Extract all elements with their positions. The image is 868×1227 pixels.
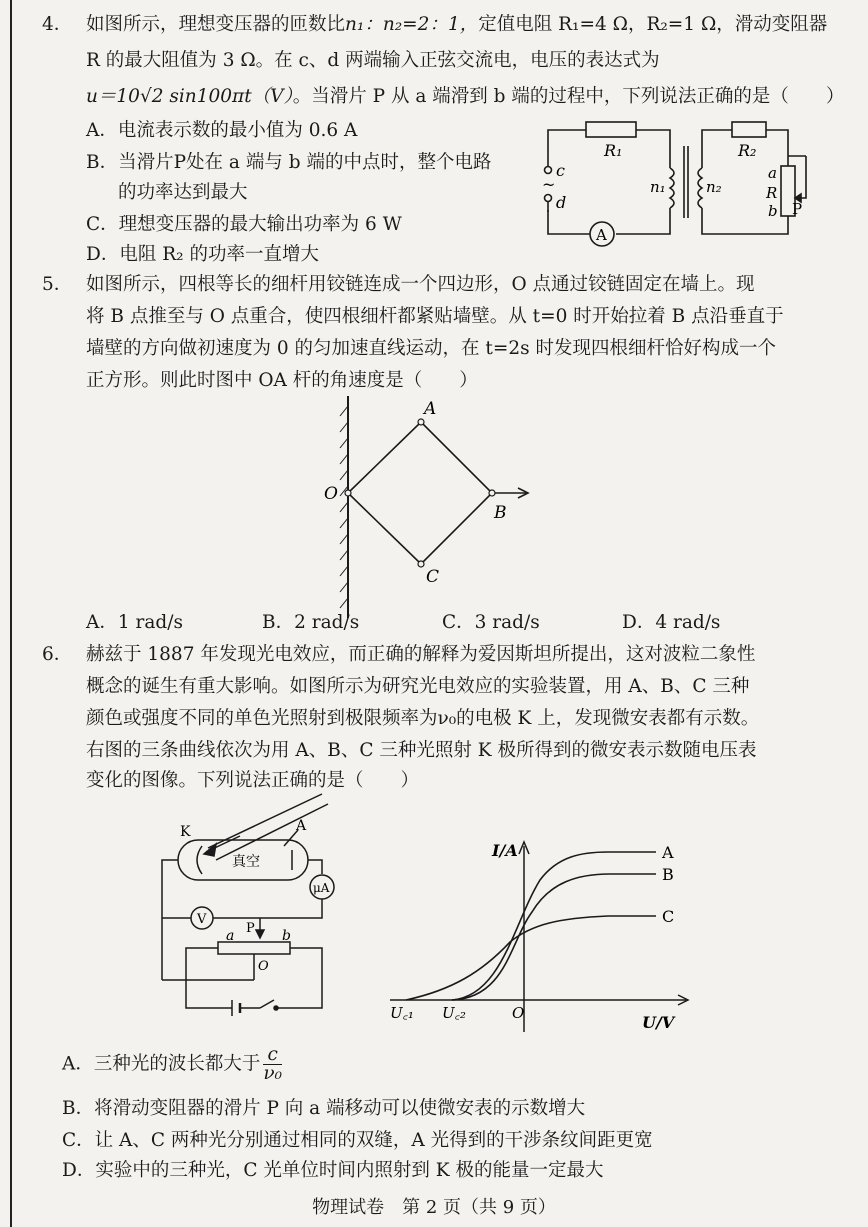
option-c: C．让 A、C 两种光分别通过相同的双缝，A 光得到的干涉条纹间距更宽 [62,1130,653,1151]
point-b-label: B [494,503,507,523]
cutoff-voltage-1-label: U꜀₁ [390,1004,414,1022]
voltage-formula: u＝10√2 sin100πt（V） [86,86,293,107]
curve-b-label: B [662,865,674,884]
rheostat-r-label: R [766,184,778,202]
photoelectric-apparatus-diagram [150,790,350,1030]
fraction-c-over-nu0: $\frac{c}{\text{ν₀}}$ [263,1044,283,1084]
question-text: 墙壁的方向做初速度为 0 的匀加速直线运动，在 t=2s 时发现四根细杆恰好构成一个 [86,338,776,359]
cutoff-voltage-2-label: U꜀₂ [442,1004,466,1022]
voltmeter-label: V [197,912,207,927]
slider-p-label: P [246,921,255,936]
question-text: 如图所示，理想变压器的匝数比n₁：n₂=2：1，定值电阻 R₁=4 Ω，R₂=1 Ω，滑动变阻器 [86,14,828,35]
question-number: 5． [42,274,73,295]
question-text: R 的最大阻值为 3 Ω。在 c、d 两端输入正弦交流电，电压的表达式为 [86,50,660,71]
question-text: 赫兹于 1887 年发现光电效应，而正确的解释为爱因斯坦所提出，这对波粒二象性 [86,644,756,665]
curve-c-label: C [662,907,675,926]
question-text: 概念的诞生有重大影响。如图所示为研究光电效应的实验装置，用 A、B、C 三种 [86,676,750,697]
electrode-k-label: K [180,824,191,840]
option-b-cont: 的功率达到最大 [118,182,248,203]
electrode-a-label: A [296,818,307,834]
ammeter-label: A [596,226,607,244]
page-border-left [10,0,12,1227]
rheostat-b-label: b [282,928,291,944]
microammeter-label: μA [313,881,330,895]
hinged-rods-diagram [310,392,550,622]
option-a: A．三种光的波长都大于 $\frac{c}{\text{ν₀}}$ [62,1044,283,1084]
point-c-label: C [426,567,440,587]
rheostat-a-label: a [226,928,235,944]
question-number: 6． [42,644,73,665]
question-text: 颜色或强度不同的单色光照射到极限频率为ν₀的电极 K 上，发现微安表都有示数。 [86,708,760,729]
option-b: B．将滑动变阻器的滑片 P 向 a 端移动可以使微安表的示数增大 [62,1098,586,1119]
n2-label: n₂ [706,178,722,196]
page-footer: 物理试卷 第 2 页（共 9 页） [312,1197,556,1218]
question-text: 右图的三条曲线依次为用 A、B、C 三种光照射 K 极所得到的微安表示数随电压表 [86,740,757,761]
point-o-label: O [324,484,338,504]
point-a-label: A [424,399,437,419]
question-number: 4． [42,14,73,35]
question-text: 正方形。则此时图中 OA 杆的角速度是（ ） [86,370,478,391]
rheostat-o-label: O [258,959,269,974]
rheostat-b-label: b [768,202,778,220]
question-text: 变化的图像。下列说法正确的是（ ） [86,770,420,791]
r1-label: R₁ [604,141,623,160]
option-a: A．电流表示数的最小值为 0.6 A [86,120,358,141]
ac-source-symbol: ~ [542,175,556,194]
r2-label: R₂ [738,141,757,160]
vacuum-label: 真空 [232,854,260,870]
option-b: B．当滑片P处在 a 端与 b 端的中点时，整个电路 [86,152,492,173]
option-d: D．电阻 R₂ 的功率一直增大 [86,244,319,265]
option-d: D．4 rad/s [622,612,721,633]
option-c: C．3 rad/s [442,612,540,633]
terminal-c-label: c [556,161,565,180]
y-axis-label: I/A [492,841,518,860]
question-text: 将 B 点推至与 O 点重合，使四根细杆都紧贴墙壁。从 t=0 时开始拉着 B 点沿垂直于 [86,306,784,327]
slider-p-label: P [792,200,803,218]
question-text: u＝10√2 sin100πt（V）。当滑片 P 从 a 端滑到 b 端的过程中，下列说法正确的是（ ） [86,86,845,107]
transformer-circuit-diagram [538,118,828,248]
option-d: D．实验中的三种光，C 光单位时间内照射到 K 极的能量一定最大 [62,1160,604,1181]
x-axis-label: U/V [642,1013,675,1032]
option-b: B．2 rad/s [262,612,360,633]
option-a: A．1 rad/s [86,612,183,633]
origin-label: O [512,1004,525,1022]
n1-label: n₁ [650,178,666,196]
terminal-d-label: d [556,193,567,212]
question-text: 如图所示，四根等长的细杆用铰链连成一个四边形，O 点通过铰链固定在墙上。现 [86,274,755,295]
curve-a-label: A [662,843,674,862]
current-voltage-graph [382,832,712,1072]
option-c: C．理想变压器的最大输出功率为 6 W [86,214,402,235]
rheostat-a-label: a [768,164,777,182]
